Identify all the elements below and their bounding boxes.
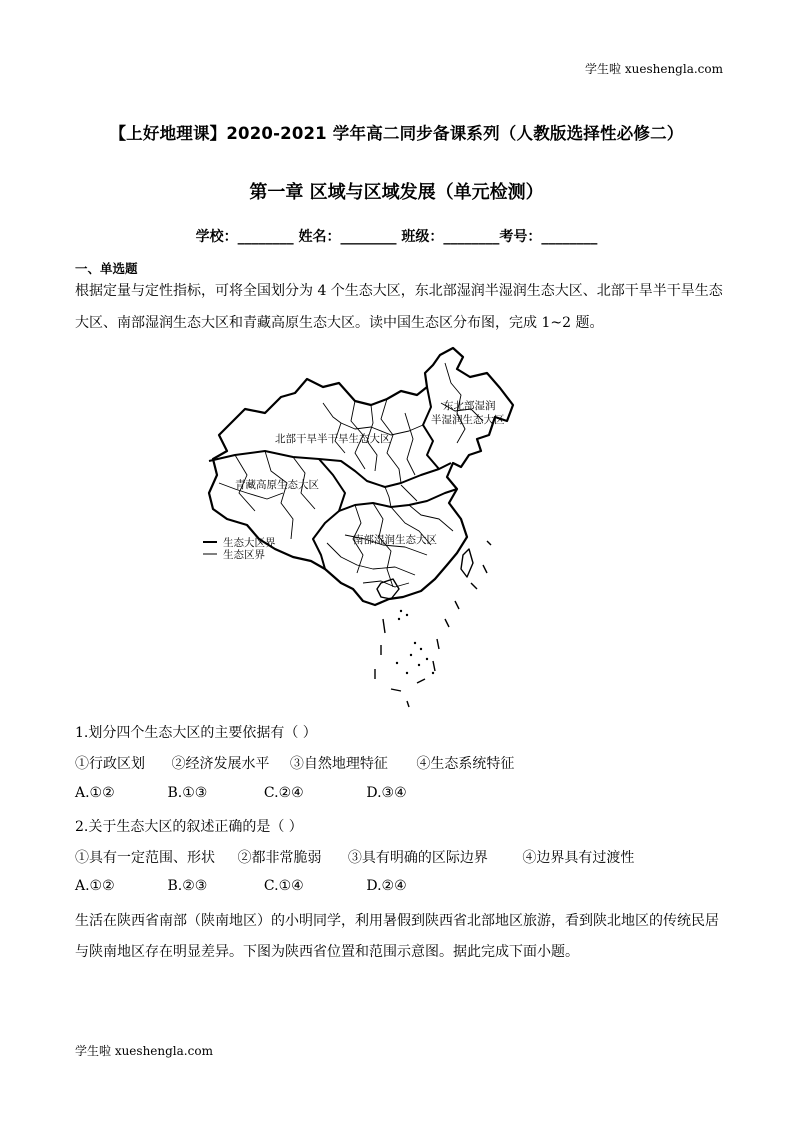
intro-line-1: 根据定量与定性指标，可将全国划分为 4 个生态大区，东北部湿润半湿润生态大区、北部干旱半干旱生态 (75, 283, 723, 299)
section-heading: 一、单选题 (75, 261, 138, 276)
major-boundary-tibet-east (313, 459, 345, 569)
q1-choices (75, 785, 407, 801)
intro-line-2: 大区、南部湿润生态大区和青藏高原生态大区。读中国生态区分布图，完成 1~2 题。 (75, 315, 604, 331)
student-info-line: 学校：________ 姓名：________ 班级：________考号：________ (195, 229, 598, 245)
hainan-island (377, 579, 399, 599)
q2-choice-a[interactable]: A.①② (75, 878, 115, 894)
major-boundary-northeast (423, 387, 439, 469)
q2-stem: 2.关于生态大区的叙述正确的是（ ） (75, 819, 303, 835)
q1-choice-b[interactable]: B.①③ (167, 785, 208, 801)
q2-item-2: ②都非常脆弱 (237, 850, 322, 866)
taiwan-island (461, 549, 473, 577)
q2-items (75, 847, 634, 867)
footer-site: 学生啦 xueshengla.com (75, 1044, 213, 1058)
q1-items (75, 753, 514, 773)
legend-major-label: 生态大区界 (223, 537, 276, 549)
header-site: 学生啦 xueshengla.com (585, 62, 723, 76)
q2-item-4: ④边界具有过渡性 (522, 850, 635, 866)
legend-minor-label: 生态区界 (223, 549, 265, 561)
q1-choice-d[interactable]: D.③④ (366, 785, 407, 801)
q2-choices (75, 878, 407, 894)
label-northeast-2: 半湿润生态大区 (431, 414, 505, 426)
label-north-region: 北部干旱半干旱生态大区 (275, 433, 391, 445)
q2-choice-c[interactable]: C.①④ (263, 878, 304, 894)
passage2-line-2: 与陕南地区存在明显差异。下图为陕西省位置和范围示意图。据此完成下面小题。 (75, 944, 579, 960)
document-title: 【上好地理课】2020-2021 学年高二同步备课系列（人教版选择性必修二） (109, 124, 684, 143)
q1-item-1: ①行政区划 (75, 756, 145, 772)
china-eco-region-map (195, 343, 525, 708)
passage2-line-1: 生活在陕西省南部（陕南地区）的小明同学，利用暑假到陕西省北部地区旅游，看到陕北地区的传统民居 (75, 913, 719, 929)
chapter-title: 第一章 区域与区域发展（单元检测） (249, 182, 544, 203)
q1-item-4: ④生态系统特征 (416, 756, 515, 772)
major-boundary-south (339, 489, 457, 511)
q1-choice-a[interactable]: A.①② (75, 785, 115, 801)
q2-choice-b[interactable]: B.②③ (167, 878, 208, 894)
q2-item-3: ③具有明确的区际边界 (347, 850, 488, 866)
q2-item-1: ①具有一定范围、形状 (75, 850, 215, 866)
q1-choice-c[interactable]: C.②④ (263, 785, 304, 801)
q1-item-3: ③自然地理特征 (289, 756, 388, 772)
q2-choice-d[interactable]: D.②④ (366, 878, 407, 894)
label-qinghai-tibet-region: 青藏高原生态大区 (235, 479, 319, 491)
q1-stem: 1.划分四个生态大区的主要依据有（ ） (75, 725, 317, 741)
label-south-region: 南部湿润生态大区 (353, 534, 437, 546)
label-northeast-1: 东北部湿润 (443, 400, 496, 412)
q1-item-2: ②经济发展水平 (171, 756, 270, 772)
